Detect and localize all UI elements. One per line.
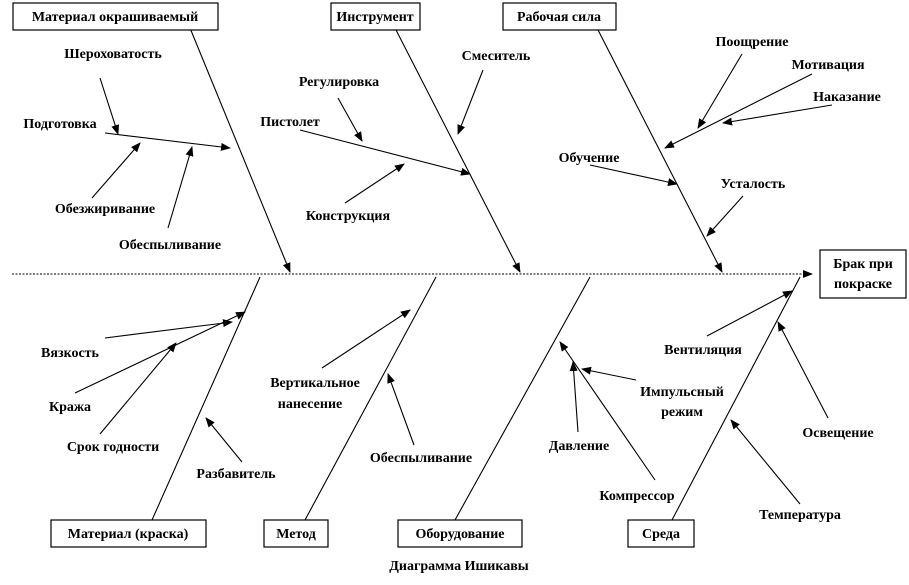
bone-labor bbox=[597, 28, 722, 272]
cause-thinner: Разбавитель bbox=[196, 467, 276, 482]
cause-pressure: Давление bbox=[548, 439, 610, 454]
cause-pulse-line1: Импульсный bbox=[640, 385, 724, 400]
cause-lighting: Освещение bbox=[802, 426, 874, 441]
arrow-vertical bbox=[322, 310, 410, 368]
arrow-viscosity bbox=[105, 322, 232, 338]
cause-mixer: Смеситель bbox=[461, 49, 531, 64]
category-box-equipment bbox=[398, 520, 522, 547]
arrow-fatigue bbox=[707, 196, 743, 236]
arrow-adjustment bbox=[338, 98, 362, 141]
category-box-labor bbox=[503, 3, 616, 30]
arrow-dedusting-bottom bbox=[388, 374, 414, 445]
arrow-training bbox=[590, 165, 677, 184]
cause-ventilation: Вентиляция bbox=[664, 343, 742, 358]
cause-motivation: Мотивация bbox=[791, 58, 865, 73]
cause-vertical-line1: Вертикальное bbox=[270, 376, 360, 391]
arrow-pulse-mode bbox=[582, 369, 636, 380]
cause-compressor: Компрессор bbox=[599, 489, 675, 504]
effect-label-line1: Брак при bbox=[833, 257, 893, 272]
cause-dedusting-top: Обеспыливание bbox=[118, 238, 222, 253]
arrow-ventilation bbox=[707, 291, 792, 336]
category-label-paint: Материал (краска) bbox=[67, 527, 189, 542]
cause-gun: Пистолет bbox=[260, 115, 320, 130]
arrow-roughness bbox=[100, 78, 118, 134]
arrow-motivation bbox=[665, 74, 812, 148]
arrow-dedusting-top bbox=[168, 147, 192, 228]
cause-viscosity: Вязкость bbox=[41, 346, 99, 361]
arrow-pressure bbox=[573, 362, 578, 432]
category-box-environment bbox=[628, 520, 694, 547]
arrow-preparation bbox=[105, 133, 230, 148]
cause-dedusting-bottom: Обеспыливание bbox=[369, 451, 473, 466]
arrow-degreasing bbox=[92, 143, 140, 198]
cause-vertical-line2: нанесение bbox=[277, 397, 343, 412]
effect-box bbox=[820, 250, 906, 298]
diagram-caption: Диаграмма Ишикавы bbox=[389, 559, 529, 574]
arrow-construction bbox=[345, 164, 404, 203]
cause-stealing: Кража bbox=[48, 400, 92, 415]
category-box-surface bbox=[13, 3, 218, 30]
arrow-punishment bbox=[723, 105, 832, 123]
bone-surface bbox=[190, 28, 290, 272]
cause-encouragement: Поощрение bbox=[715, 35, 789, 50]
bone-paint bbox=[152, 277, 260, 520]
bone-tool bbox=[395, 28, 520, 272]
cause-adjustment: Регулировка bbox=[298, 75, 380, 90]
cause-degreasing: Обезжиривание bbox=[54, 202, 156, 217]
category-label-tool: Инструмент bbox=[336, 10, 414, 25]
category-label-equipment: Оборудование bbox=[415, 527, 505, 542]
category-box-paint bbox=[51, 520, 206, 547]
bone-equipment bbox=[455, 277, 590, 520]
category-label-surface: Материал окрашиваемый bbox=[31, 10, 199, 25]
arrow-gun bbox=[300, 130, 470, 174]
arrow-temperature bbox=[731, 420, 800, 504]
cause-pulse-line2: режим bbox=[661, 405, 703, 420]
arrow-shelf-life bbox=[100, 343, 176, 434]
category-label-labor: Рабочая сила bbox=[516, 10, 602, 25]
cause-construction: Конструкция bbox=[305, 209, 391, 224]
category-label-environment: Среда bbox=[641, 527, 681, 542]
arrow-mixer bbox=[458, 70, 483, 134]
cause-roughness: Шероховатость bbox=[64, 47, 162, 62]
category-box-tool bbox=[331, 3, 420, 30]
cause-preparation: Подготовка bbox=[23, 117, 97, 132]
category-label-method: Метод bbox=[276, 527, 316, 542]
effect-label-line2: покраске bbox=[833, 277, 893, 292]
cause-training: Обучение bbox=[558, 151, 620, 166]
arrow-thinner bbox=[206, 418, 242, 462]
cause-temperature: Температура bbox=[759, 508, 841, 523]
cause-punishment: Наказание bbox=[813, 90, 881, 105]
arrow-compressor bbox=[560, 342, 655, 480]
arrow-stealing bbox=[75, 312, 245, 393]
arrow-encouragement bbox=[698, 54, 742, 128]
arrow-lighting bbox=[778, 322, 828, 418]
cause-fatigue: Усталость bbox=[720, 177, 786, 192]
cause-shelf-life: Срок годности bbox=[66, 440, 160, 455]
category-box-method bbox=[264, 520, 328, 547]
